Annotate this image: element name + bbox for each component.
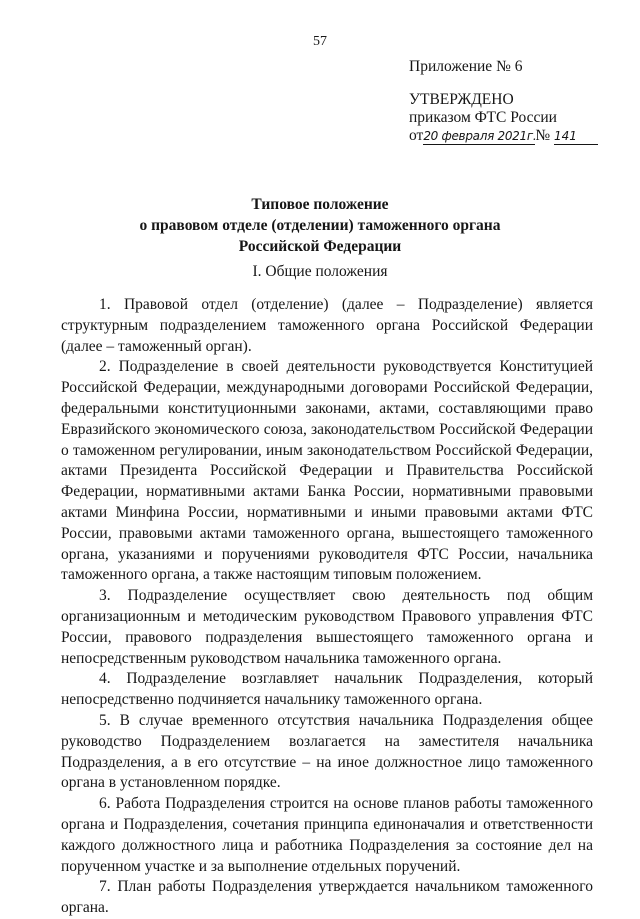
approval-date-line bbox=[409, 127, 598, 145]
paragraph-4: 4. Подразделение возглавляет начальник Подразделения, который непосредственно подчиняется начальнику таможенного органа. bbox=[61, 670, 593, 709]
title-line-1: Типовое положение bbox=[251, 196, 389, 213]
order-prefix: от bbox=[409, 127, 424, 144]
paragraph-5: 5. В случае временного отсутствия начальника Подразделения общее руководство Подразделением возлагается на заместителя начальника Подразделения, а в его отсутствие – на иное должностное лицо таможенного органа в установленном порядке. bbox=[61, 711, 593, 792]
approval-heading: УТВЕРЖДЕНО bbox=[409, 91, 514, 108]
appendix-label: Приложение № 6 bbox=[409, 58, 523, 75]
order-date: 20 февраля 2021г. bbox=[423, 129, 537, 143]
document-body bbox=[61, 295, 593, 919]
paragraph-1: 1. Правовой отдел (отделение) (далее – Подразделение) является структурным подразделением таможенного органа Российской Федерации (далее – таможенный орган). bbox=[61, 296, 593, 355]
order-number-sign: № bbox=[535, 127, 551, 144]
document-title bbox=[0, 194, 640, 257]
title-line-3: Российской Федерации bbox=[238, 238, 402, 255]
order-number: 141 bbox=[554, 129, 598, 145]
paragraph-2: 2. Подразделение в своей деятельности руководствуется Конституцией Российской Федерации, международными договорами Российской Федерации, федеральными конституционными законами, актами, составляющими право Евразийского экономического союза, законодательством Российской Федерации о таможенном регулировании, иным законодательством Российской Федерации, актами Президента Российской Федерации и Правительства Российской Федерации, нормативными актами Банка России, нормативными правовыми актами Минфина России, нормативными и иными правовыми актами ФТС России, правовыми актами таможенного органа, вышестоящего таможенного органа, указаниями и поручениями руководителя ФТС России, начальника таможенного органа, а также настоящим типовым положением. bbox=[61, 358, 593, 584]
approval-order-line: приказом ФТС России bbox=[409, 109, 557, 126]
paragraph-3: 3. Подразделение осуществляет свою деятельность под общим организационным и методическим руководством Правового управления ФТС России, правового подразделения вышестоящего таможенного органа и непосредственным руководством начальника таможенного органа. bbox=[61, 587, 593, 667]
title-line-2: о правовом отделе (отделении) таможенного органа bbox=[139, 217, 501, 234]
section-heading: I. Общие положения bbox=[252, 263, 388, 280]
approval-stamp bbox=[409, 91, 598, 145]
paragraph-7: 7. План работы Подразделения утверждается начальником таможенного органа. bbox=[61, 878, 593, 917]
paragraph-6: 6. Работа Подразделения строится на основе планов работы таможенного органа и Подразделения, сочетания принципа единоначалия и ответственности каждого должностного лица и работника Подразделения за состояние дел на порученном участке и за выполнение отдельных поручений. bbox=[61, 795, 593, 875]
page-number: 57 bbox=[313, 34, 327, 49]
